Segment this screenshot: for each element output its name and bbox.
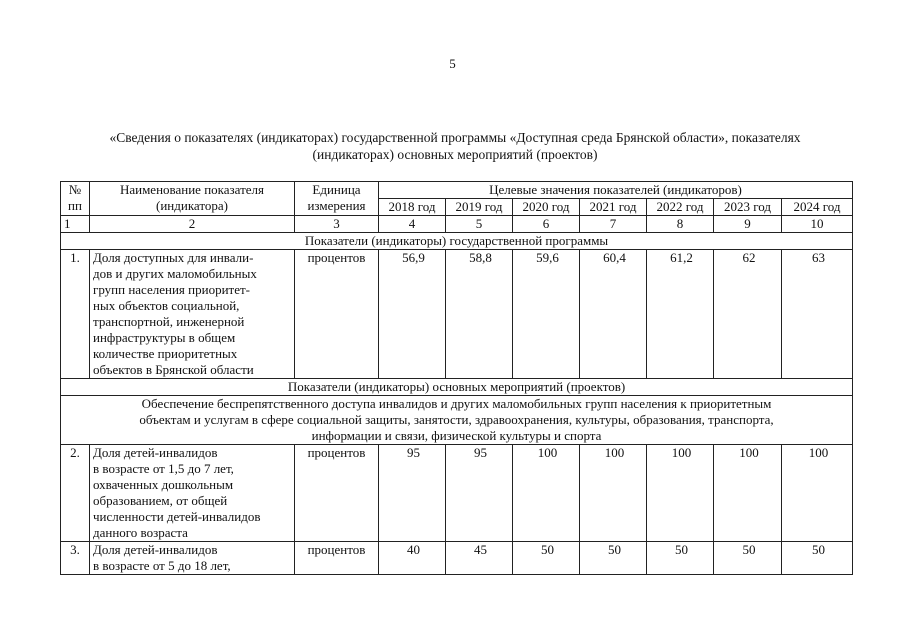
year-header: 2018 год <box>379 199 446 216</box>
table-row <box>61 542 853 575</box>
value-cell: 60,4 <box>580 250 647 379</box>
section-row <box>61 379 853 396</box>
column-number: 3 <box>295 216 379 233</box>
value-cell: 45 <box>446 542 513 575</box>
section-heading: Показатели (индикаторы) основных мероприятий (проектов) <box>61 379 853 396</box>
column-number: 10 <box>782 216 853 233</box>
value-cell: 100 <box>714 445 782 542</box>
document-title <box>60 129 850 163</box>
header-targets: Целевые значения показателей (индикаторов) <box>379 182 853 199</box>
column-number: 9 <box>714 216 782 233</box>
table-row <box>61 250 853 379</box>
unit-cell: процентов <box>295 445 379 542</box>
value-cell: 100 <box>580 445 647 542</box>
unit-cell: процентов <box>295 542 379 575</box>
year-header: 2019 год <box>446 199 513 216</box>
header-num: № пп <box>61 182 90 216</box>
indicators-table <box>60 181 853 575</box>
value-cell: 56,9 <box>379 250 446 379</box>
section-heading: Показатели (индикаторы) государственной программы <box>61 233 853 250</box>
indicator-name: Доля детей-инвалидов в возрасте от 1,5 до 7 лет, охваченных дошкольным образованием, от общей численности детей-инвалидов данного возраста <box>90 445 295 542</box>
value-cell: 63 <box>782 250 853 379</box>
unit-cell: процентов <box>295 250 379 379</box>
section-row <box>61 233 853 250</box>
column-number-row <box>61 216 853 233</box>
value-cell: 50 <box>714 542 782 575</box>
column-number: 2 <box>90 216 295 233</box>
value-cell: 40 <box>379 542 446 575</box>
column-number: 4 <box>379 216 446 233</box>
title-line-1: «Сведения о показателях (индикаторах) государственной программы «Доступная среда Брянской области», показателях <box>109 130 801 145</box>
value-cell: 50 <box>580 542 647 575</box>
year-header: 2022 год <box>647 199 714 216</box>
year-header: 2020 год <box>513 199 580 216</box>
value-cell: 59,6 <box>513 250 580 379</box>
indicator-name: Доля детей-инвалидов в возрасте от 5 до 18 лет, <box>90 542 295 575</box>
column-number: 6 <box>513 216 580 233</box>
column-number: 5 <box>446 216 513 233</box>
value-cell: 50 <box>647 542 714 575</box>
page-number: 5 <box>449 56 456 71</box>
year-header: 2024 год <box>782 199 853 216</box>
value-cell: 62 <box>714 250 782 379</box>
year-header: 2023 год <box>714 199 782 216</box>
value-cell: 61,2 <box>647 250 714 379</box>
value-cell: 100 <box>782 445 853 542</box>
subsection-heading: Обеспечение беспрепятственного доступа инвалидов и других маломобильных групп населения к приоритетным объектам и услугам в сфере социальной защиты, занятости, здравоохранения, культуры, образования, транспорта, информации и связи, физической культуры и спорта <box>61 396 853 445</box>
header-unit: Единица измерения <box>295 182 379 216</box>
value-cell: 58,8 <box>446 250 513 379</box>
row-number: 1. <box>61 250 90 379</box>
value-cell: 95 <box>379 445 446 542</box>
row-number: 2. <box>61 445 90 542</box>
value-cell: 95 <box>446 445 513 542</box>
header-name: Наименование показателя (индикатора) <box>90 182 295 216</box>
value-cell: 100 <box>647 445 714 542</box>
value-cell: 50 <box>782 542 853 575</box>
value-cell: 100 <box>513 445 580 542</box>
header-row-1 <box>61 182 853 199</box>
table-row <box>61 445 853 542</box>
year-header: 2021 год <box>580 199 647 216</box>
row-number: 3. <box>61 542 90 575</box>
title-line-2: (индикаторах) основных мероприятий (проектов) <box>312 147 598 162</box>
value-cell: 50 <box>513 542 580 575</box>
indicator-name: Доля доступных для инвали- дов и других маломобильных групп населения приоритет- ных объектов социальной, транспортной, инженерной инфраструктуры в общем количестве приоритетных объектов в Брянской области <box>90 250 295 379</box>
subsection-row <box>61 396 853 445</box>
column-number: 1 <box>61 216 90 233</box>
column-number: 7 <box>580 216 647 233</box>
column-number: 8 <box>647 216 714 233</box>
